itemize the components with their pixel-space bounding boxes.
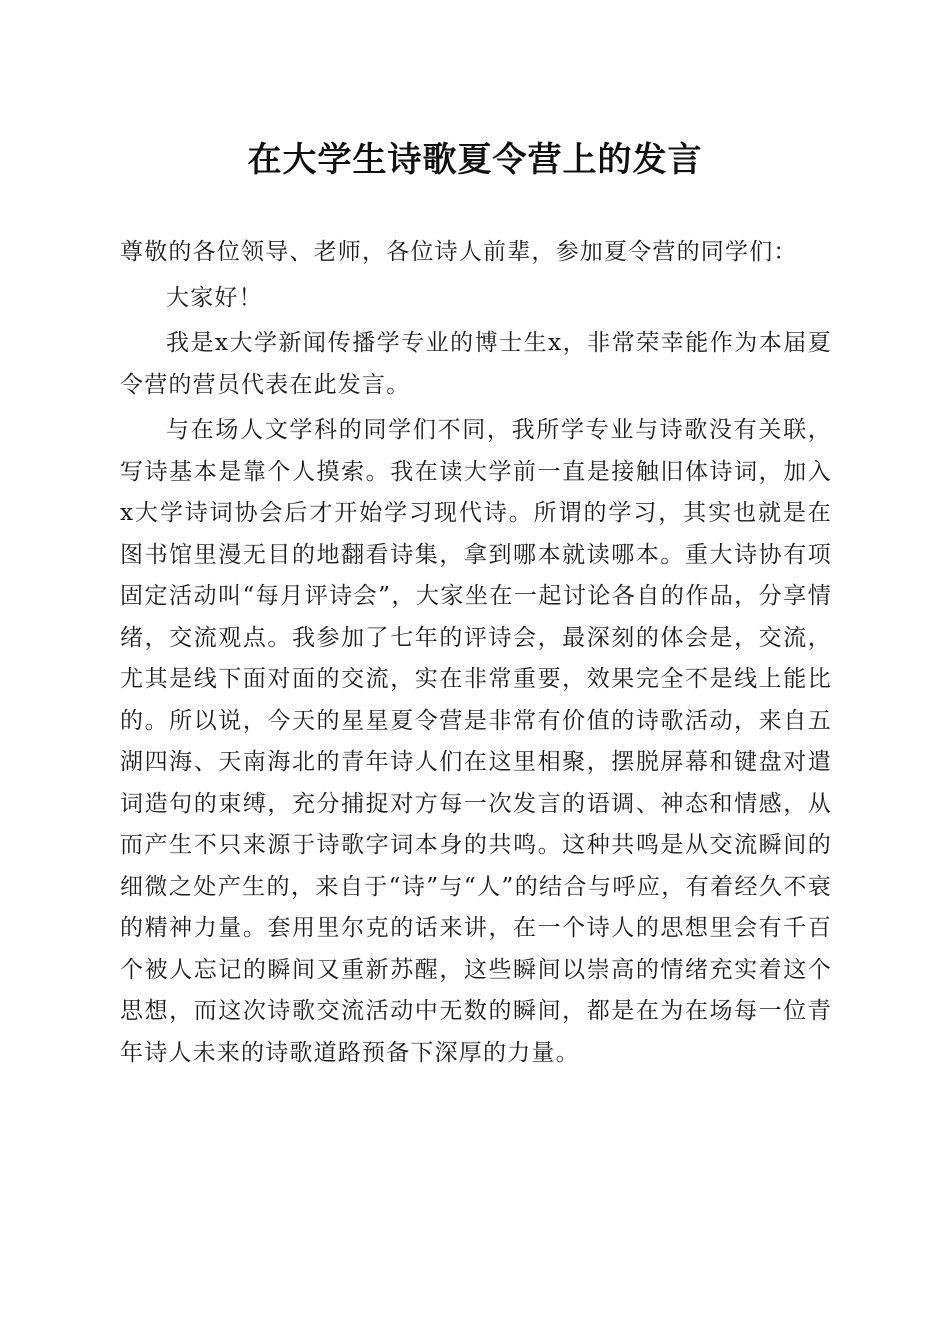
paragraph-intro: 我是x大学新闻传播学专业的博士生x，非常荣幸能作为本届夏令营的营员代表在此发言。 (120, 330, 832, 398)
paragraph-main: 与在场人文学科的同学们不同，我所学专业与诗歌没有关联，写诗基本是靠个人摸索。我在读大学前一直是接触旧体诗词，加入x大学诗词协会后才开始学习现代诗。所谓的学习，其实也就是在图书馆里漫无目的地翻看诗集，拿到哪本就读哪本。重大诗协有项固定活动叫“每月评诗会”，大家坐在一起讨论各自的作品，分享情绪，交流观点。我参加了七年的评诗会，最深刻的体会是，交流，尤其是线下面对面的交流，实在非常重要，效果完全不是线上能比的。所以说，今天的星星夏令营是非常有价值的诗歌活动，来自五湖四海、天南海北的青年诗人们在这里相聚，摆脱屏幕和键盘对遣词造句的束缚，充分捕捉对方每一次发言的语调、神态和情感，从而产生不只来源于诗歌字词本身的共鸣。这种共鸣是从交流瞬间的细微之处产生的，来自于“诗”与“人”的结合与呼应，有着经久不衰的精神力量。套用里尔克的话来讲，在一个诗人的思想里会有千百个被人忘记的瞬间又重新苏醒，这些瞬间以崇高的情绪充实着这个思想，而这次诗歌交流活动中无数的瞬间，都是在为在场每一位青年诗人未来的诗歌道路预备下深厚的力量。 (120, 417, 832, 1066)
greeting: 大家好！ (166, 284, 263, 311)
salutation: 尊敬的各位领导、老师，各位诗人前辈，参加夏令营的同学们： (120, 239, 798, 265)
document-body (120, 232, 832, 1078)
document-title: 在大学生诗歌夏令营上的发言 (247, 140, 703, 180)
